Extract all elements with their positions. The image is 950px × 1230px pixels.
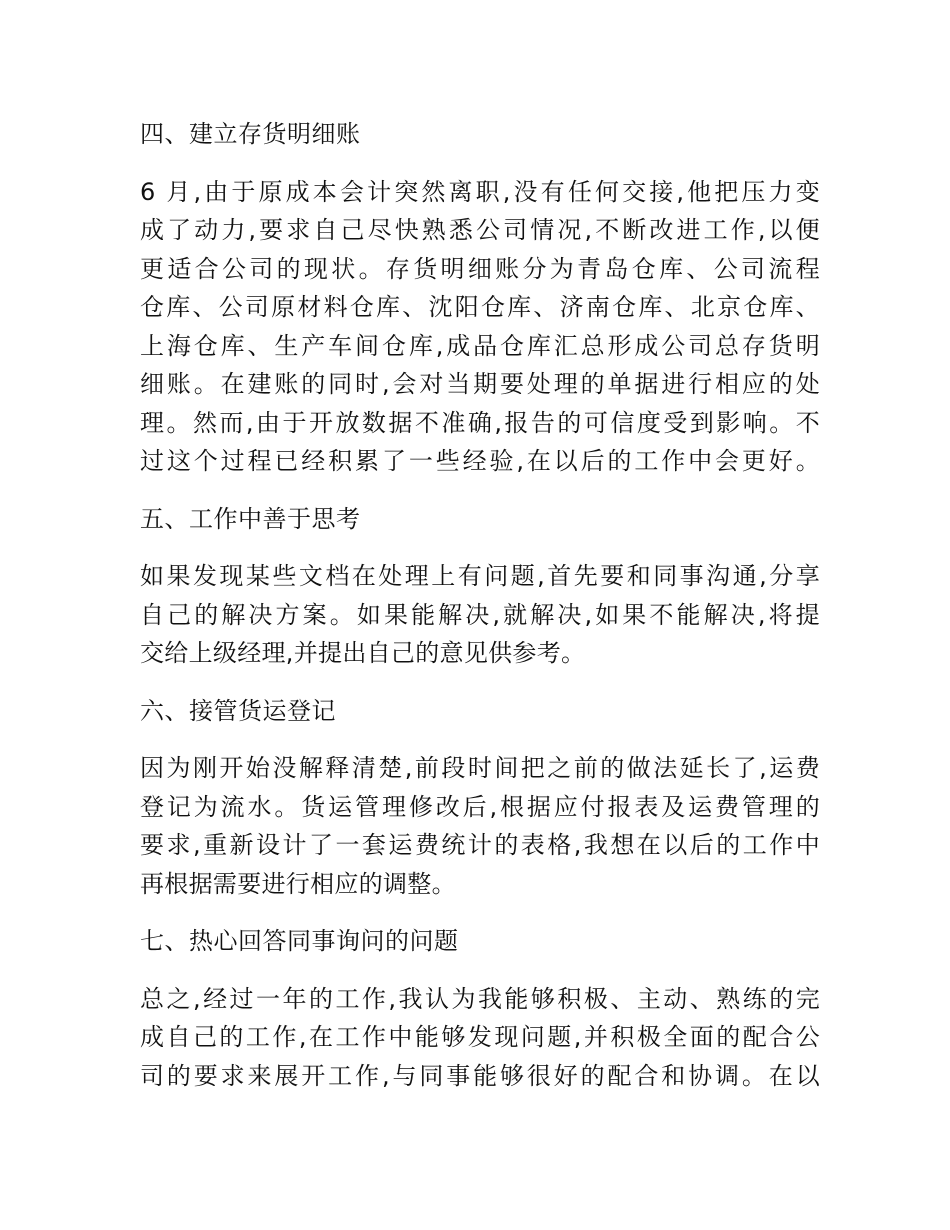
section-heading: 六、接管货运登记 — [140, 696, 336, 725]
section-paragraph — [140, 980, 820, 1096]
paragraph-line: 自己的解决方案。如果能解决,就解决,如果不能解决,将提 — [140, 600, 820, 629]
paragraph-line: 登记为流水。货运管理修改后,根据应付报表及运费管理的 — [140, 792, 820, 821]
section-heading: 七、热心回答同事询问的问题 — [140, 927, 459, 955]
section-heading: 五、工作中善于思考 — [140, 504, 361, 533]
paragraph-line: 交给上级经理,并提出自己的意见供参考。 — [140, 639, 586, 667]
section-7 — [140, 922, 820, 1095]
section-6 — [140, 692, 820, 904]
paragraph-line: 因为刚开始没解释清楚,前段时间把之前的做法延长了,运费 — [140, 754, 820, 782]
section-paragraph — [140, 173, 820, 481]
paragraph-line: 理。然而,由于开放数据不准确,报告的可信度受到影响。不 — [140, 408, 820, 437]
section-paragraph — [140, 557, 820, 673]
paragraph-line: 如果发现某些文档在处理上有问题,首先要和同事沟通,分享 — [140, 562, 820, 590]
paragraph-line: 要求,重新设计了一套运费统计的表格,我想在以后的工作中 — [140, 831, 820, 859]
section-5 — [140, 500, 820, 673]
section-paragraph — [140, 749, 820, 903]
paragraph-line: 更适合公司的现状。存货明细账分为青岛仓库、公司流程 — [140, 254, 820, 283]
paragraph-line: 仓库、公司原材料仓库、沈阳仓库、济南仓库、北京仓库、 — [140, 293, 820, 321]
paragraph-line: 再根据需要进行相应的调整。 — [140, 869, 456, 898]
paragraph-line: 总之,经过一年的工作,我认为我能够积极、主动、熟练的完 — [140, 984, 820, 1013]
paragraph-line: 6 月,由于原成本会计突然离职,没有任何交接,他把压力变 — [140, 177, 820, 206]
paragraph-line: 司的要求来展开工作,与同事能够很好的配合和协调。在以 — [140, 1061, 820, 1090]
paragraph-line: 上海仓库、生产车间仓库,成品仓库汇总形成公司总存货明 — [140, 331, 820, 360]
paragraph-line: 细账。在建账的同时,会对当期要处理的单据进行相应的处 — [140, 370, 820, 398]
paragraph-line: 成自己的工作,在工作中能够发现问题,并积极全面的配合公 — [140, 1023, 820, 1051]
section-heading: 四、建立存货明细账 — [140, 120, 361, 148]
paragraph-line: 过这个过程已经积累了一些经验,在以后的工作中会更好。 — [140, 447, 820, 475]
document-page — [140, 115, 820, 1114]
section-4 — [140, 115, 820, 481]
paragraph-line: 成了动力,要求自己尽快熟悉公司情况,不断改进工作,以便 — [140, 216, 820, 244]
